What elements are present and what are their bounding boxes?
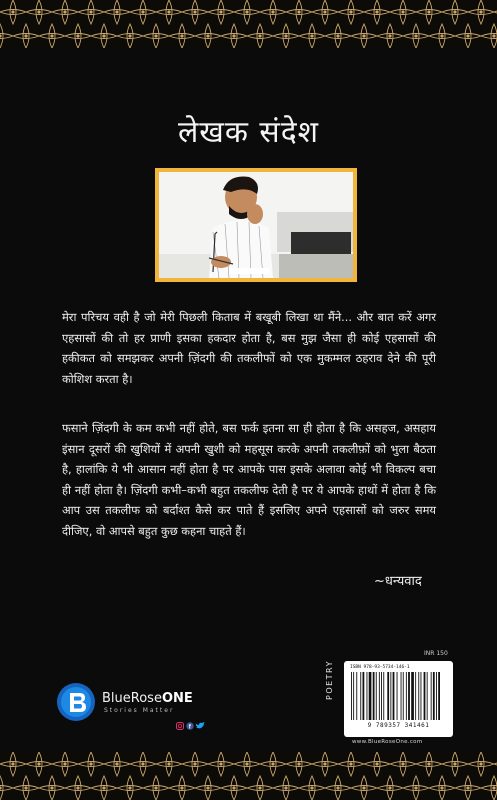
barcode-bar bbox=[433, 672, 435, 720]
pattern-dot bbox=[154, 34, 157, 37]
pattern-dot bbox=[102, 34, 105, 37]
pattern-dot bbox=[219, 10, 222, 13]
pattern-dot bbox=[0, 786, 2, 789]
pattern-dot bbox=[232, 34, 235, 37]
pattern-dot bbox=[167, 10, 170, 13]
price-label: INR 150 bbox=[424, 650, 448, 657]
pattern-dot bbox=[258, 786, 261, 789]
pattern-dot bbox=[76, 34, 79, 37]
barcode-bar bbox=[408, 672, 410, 720]
pattern-dot bbox=[141, 762, 144, 765]
barcode-bar bbox=[387, 672, 389, 720]
pattern-dot bbox=[271, 10, 274, 13]
barcode-bar bbox=[379, 672, 380, 720]
pattern-dot bbox=[271, 762, 274, 765]
pattern-dot bbox=[0, 34, 2, 37]
barcode-bar bbox=[424, 672, 426, 720]
pattern-dot bbox=[232, 786, 235, 789]
pattern-dot bbox=[414, 34, 417, 37]
pattern-dot bbox=[310, 786, 313, 789]
barcode-bar bbox=[369, 672, 372, 720]
pattern-dot bbox=[11, 10, 14, 13]
barcode-bar bbox=[373, 672, 375, 720]
barcode-bar bbox=[431, 672, 432, 720]
pattern-dot bbox=[24, 786, 27, 789]
pattern-dot bbox=[245, 10, 248, 13]
barcode-bar bbox=[363, 672, 365, 720]
barcode-bar bbox=[418, 672, 419, 720]
pattern-dot bbox=[219, 762, 222, 765]
pattern-dot bbox=[362, 786, 365, 789]
pattern-dot bbox=[50, 786, 53, 789]
barcode-bar bbox=[376, 672, 377, 720]
pattern-dot bbox=[50, 34, 53, 37]
pattern-dot bbox=[401, 10, 404, 13]
pattern-dot bbox=[427, 10, 430, 13]
social-icons bbox=[176, 715, 206, 730]
pattern-dot bbox=[193, 10, 196, 13]
barcode-bar bbox=[353, 672, 354, 720]
pattern-dot bbox=[167, 762, 170, 765]
pattern-dot bbox=[245, 762, 248, 765]
pattern-dot bbox=[11, 762, 14, 765]
barcode-bar bbox=[351, 672, 352, 720]
bottom-decorative-border bbox=[0, 752, 497, 800]
pattern-dot bbox=[388, 34, 391, 37]
pattern-dot bbox=[453, 762, 456, 765]
pattern-dot bbox=[37, 762, 40, 765]
author-photo-frame bbox=[155, 168, 357, 282]
pattern-dot bbox=[375, 10, 378, 13]
pattern-dot bbox=[180, 786, 183, 789]
pattern-motif bbox=[0, 776, 13, 800]
pattern-dot bbox=[336, 34, 339, 37]
pattern-dot bbox=[453, 10, 456, 13]
top-decorative-border bbox=[0, 0, 497, 48]
pattern-dot bbox=[115, 10, 118, 13]
pattern-motif bbox=[0, 24, 13, 48]
isbn-number: 9 789357 341461 bbox=[367, 722, 430, 729]
barcode-bar bbox=[411, 672, 414, 720]
pattern-dot bbox=[375, 762, 378, 765]
barcode-bar bbox=[427, 672, 428, 720]
barcode-icon bbox=[350, 672, 447, 722]
pattern-dot bbox=[115, 762, 118, 765]
signoff: ~धन्यवाद bbox=[374, 574, 422, 589]
barcode-bar bbox=[438, 672, 440, 720]
page-title: लेखक संदेश bbox=[177, 115, 320, 150]
barcode-bar bbox=[401, 672, 402, 720]
pattern-dot bbox=[76, 786, 79, 789]
pattern-dot bbox=[63, 762, 66, 765]
pattern-dot bbox=[102, 786, 105, 789]
barcode-bar bbox=[390, 672, 391, 720]
pattern-dot bbox=[479, 762, 482, 765]
barcode-bar bbox=[356, 672, 357, 720]
pattern-dot bbox=[297, 10, 300, 13]
category-label: POETRY bbox=[325, 660, 334, 700]
pattern-dot bbox=[193, 762, 196, 765]
twitter-icon bbox=[196, 722, 205, 728]
pattern-dot bbox=[401, 762, 404, 765]
barcode-bar bbox=[436, 672, 437, 720]
isbn-text: ISBN 978-93-5734-146-1 bbox=[350, 665, 410, 670]
pattern-dot bbox=[154, 786, 157, 789]
pattern-dot bbox=[492, 786, 495, 789]
pattern-dot bbox=[89, 762, 92, 765]
barcode-bar bbox=[421, 672, 422, 720]
publisher-name-part2: ONE bbox=[161, 691, 193, 706]
author-message-paragraph-2: फसाने ज़िंदगी के कम कभी नहीं होते, बस फर्क इतना सा ही होता है कि असहज, असहाय इंसान दूसरों की खुशियों में अपनी खुशी को महसूस करके अपनी तकलीफ़ों को भुला बैठता है, हालांकि ये भी आसान नहीं होता है पर आपके पास इसके अलावा कोई भी विकल्प बचा ही नहीं होता है। ज़िंदगी कभी–कभी बहुत तकलीफ देती है पर ये आपके हाथों में होता है कि आप उस तकलीफ को बर्दाश्त कैसे कर पाते हैं इसलिए अपने एहसासों को जरुर समय दीजिए, वो आपसे बहुत कुछ कहना चाहते हैं। bbox=[62, 421, 436, 538]
pattern-dot bbox=[349, 762, 352, 765]
pattern-dot bbox=[37, 10, 40, 13]
barcode-bar bbox=[397, 672, 398, 720]
pattern-dot bbox=[466, 34, 469, 37]
barcode-bar bbox=[367, 672, 368, 720]
pattern-dot bbox=[440, 34, 443, 37]
pattern-dot bbox=[24, 34, 27, 37]
pattern-dot bbox=[63, 10, 66, 13]
instagram-icon bbox=[177, 723, 184, 730]
barcode-bar bbox=[383, 672, 384, 720]
barcode-bar bbox=[393, 672, 395, 720]
publisher-website: www.BlueRoseOne.com bbox=[352, 739, 423, 745]
pattern-dot bbox=[427, 762, 430, 765]
pattern-dot bbox=[336, 786, 339, 789]
pattern-dot bbox=[388, 786, 391, 789]
pattern-dot bbox=[141, 10, 144, 13]
pattern-dot bbox=[180, 34, 183, 37]
pattern-dot bbox=[89, 10, 92, 13]
svg-text:f: f bbox=[188, 724, 191, 730]
pattern-dot bbox=[297, 762, 300, 765]
pattern-dot bbox=[349, 10, 352, 13]
pattern-dot bbox=[323, 10, 326, 13]
pattern-dot bbox=[128, 34, 131, 37]
barcode-bar bbox=[381, 672, 382, 720]
pattern-dot bbox=[492, 34, 495, 37]
isbn-barcode bbox=[344, 661, 453, 737]
pattern-dot bbox=[206, 34, 209, 37]
pattern-dot bbox=[362, 34, 365, 37]
pattern-dot bbox=[414, 786, 417, 789]
pattern-dot bbox=[284, 34, 287, 37]
barcode-bar bbox=[403, 672, 404, 720]
author-message-paragraph-1: मेरा परिचय वही है जो मेरी पिछली किताब में बखूबी लिखा था मैंने... और बात करें अगर एहसासों की तो हर प्राणी इसका हकदार होता है, बस मुझ जैसा ही कोई एहसासों की हकीकत को समझकर अपनी ज़िंदगी की तकलीफों को एक मुकम्मल ठहराव देने की पूरी कोशिश करता है। bbox=[62, 310, 436, 386]
pattern-dot bbox=[323, 762, 326, 765]
bluerose-logo-icon bbox=[56, 682, 96, 722]
publisher-name-part1: BlueRose bbox=[102, 691, 162, 706]
barcode-bar bbox=[415, 672, 416, 720]
publisher-name bbox=[102, 691, 193, 706]
pattern-dot bbox=[284, 786, 287, 789]
pattern-dot bbox=[128, 786, 131, 789]
barcode-bar bbox=[360, 672, 361, 720]
pattern-dot bbox=[466, 786, 469, 789]
pattern-dot bbox=[479, 10, 482, 13]
pattern-dot bbox=[440, 786, 443, 789]
author-photo bbox=[159, 172, 353, 278]
pattern-dot bbox=[206, 786, 209, 789]
barcode-bar bbox=[406, 672, 407, 720]
pattern-dot bbox=[310, 34, 313, 37]
facebook-icon bbox=[186, 722, 193, 730]
pattern-dot bbox=[258, 34, 261, 37]
publisher-tagline: Stories Matter bbox=[104, 707, 175, 714]
